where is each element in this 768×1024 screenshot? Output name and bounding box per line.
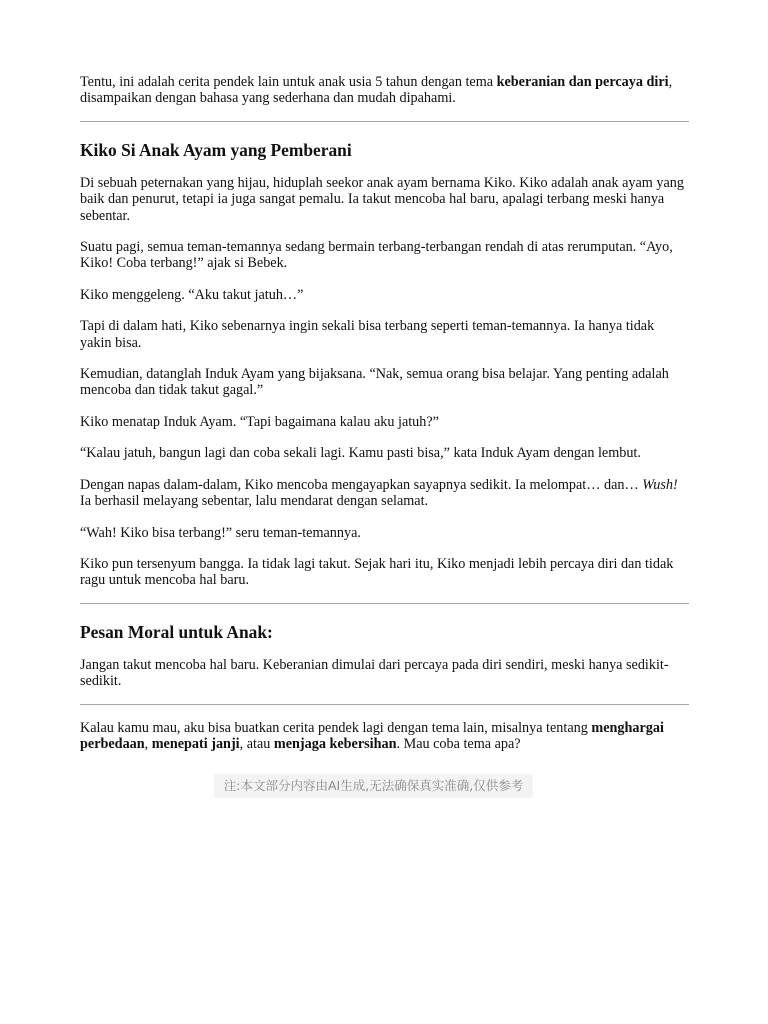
intro-text: Tentu, ini adalah cerita pendek lain untuk anak usia 5 tahun dengan tema	[80, 74, 497, 90]
story-paragraph-4: Tapi di dalam hati, Kiko sebenarnya ingin sekali bisa terbang seperti teman-temannya. Ia hanya tidak yakin bisa.	[80, 318, 655, 351]
story-paragraph-8-text: Dengan napas dalam-dalam, Kiko mencoba mengayapkan sayapnya sedikit. Ia melompat… dan…	[80, 476, 643, 493]
ai-disclaimer-wrap	[80, 774, 689, 798]
ai-disclaimer-note: 注:本文部分内容由AI生成,无法确保真实准确,仅供参考	[214, 774, 533, 798]
intro-text-end: , disampaikan dengan bahasa yang sederhana dan mudah dipahami.	[80, 74, 673, 107]
story-paragraph-6: Kiko menatap Induk Ayam. “Tapi bagaimana kalau aku jatuh?”	[80, 413, 439, 430]
outro-separator-2: , atau	[239, 735, 274, 752]
moral-title: Pesan Moral untuk Anak:	[80, 621, 273, 642]
story-paragraph-8	[80, 477, 689, 510]
outro-theme-1: menghargai perbedaan	[80, 719, 664, 752]
story-paragraph-8-text-end: Ia berhasil melayang sebentar, lalu mendarat dengan selamat.	[80, 493, 429, 510]
story-title: Kiko Si Anak Ayam yang Pemberani	[80, 139, 352, 160]
story-section	[80, 140, 689, 589]
outro-separator-1: ,	[144, 735, 152, 752]
divider	[80, 121, 689, 122]
outro-text: Kalau kamu mau, aku bisa buatkan cerita pendek lagi dengan tema lain, misalnya tentang	[80, 719, 592, 736]
moral-section	[80, 622, 689, 690]
divider	[80, 603, 689, 604]
outro-paragraph	[80, 720, 689, 753]
outro-text-end: . Mau coba tema apa?	[396, 735, 521, 752]
story-paragraph-8-italic: Wush!	[642, 476, 678, 493]
intro-paragraph	[80, 74, 689, 107]
story-paragraph-3: Kiko menggeleng. “Aku takut jatuh…”	[80, 286, 304, 303]
divider	[80, 704, 689, 705]
moral-text: Jangan takut mencoba hal baru. Keberanian dimulai dari percaya pada diri sendiri, meski hanya sedikit-sedikit.	[80, 656, 669, 690]
outro-theme-2: menepati janji	[151, 735, 240, 752]
story-paragraph-10: Kiko pun tersenyum bangga. Ia tidak lagi takut. Sejak hari itu, Kiko menjadi lebih percaya diri dan tidak ragu untuk mencoba hal baru.	[80, 555, 674, 589]
story-paragraph-9: “Wah! Kiko bisa terbang!” seru teman-temannya.	[80, 524, 361, 541]
story-paragraph-1: Di sebuah peternakan yang hijau, hiduplah seekor anak ayam bernama Kiko. Kiko adalah anak ayam yang baik dan penurut, tetapi ia juga sangat pemalu. Ia takut mencoba hal baru, apalagi terbang meski hanya sebentar.	[80, 174, 684, 224]
intro-theme-bold: keberanian dan percaya diri	[496, 74, 669, 90]
story-paragraph-7: “Kalau jatuh, bangun lagi dan coba sekali lagi. Kamu pasti bisa,” kata Induk Ayam dengan lembut.	[80, 445, 641, 462]
outro-theme-3: menjaga kebersihan	[273, 735, 397, 752]
document-body	[80, 66, 689, 798]
story-paragraph-2: Suatu pagi, semua teman-temannya sedang bermain terbang-terbangan rendah di atas rerumputan. “Ayo, Kiko! Coba terbang!” ajak si Bebek.	[80, 239, 673, 272]
story-paragraph-5: Kemudian, datanglah Induk Ayam yang bijaksana. “Nak, semua orang bisa belajar. Yang penting adalah mencoba dan tidak takut gagal.”	[80, 366, 669, 399]
